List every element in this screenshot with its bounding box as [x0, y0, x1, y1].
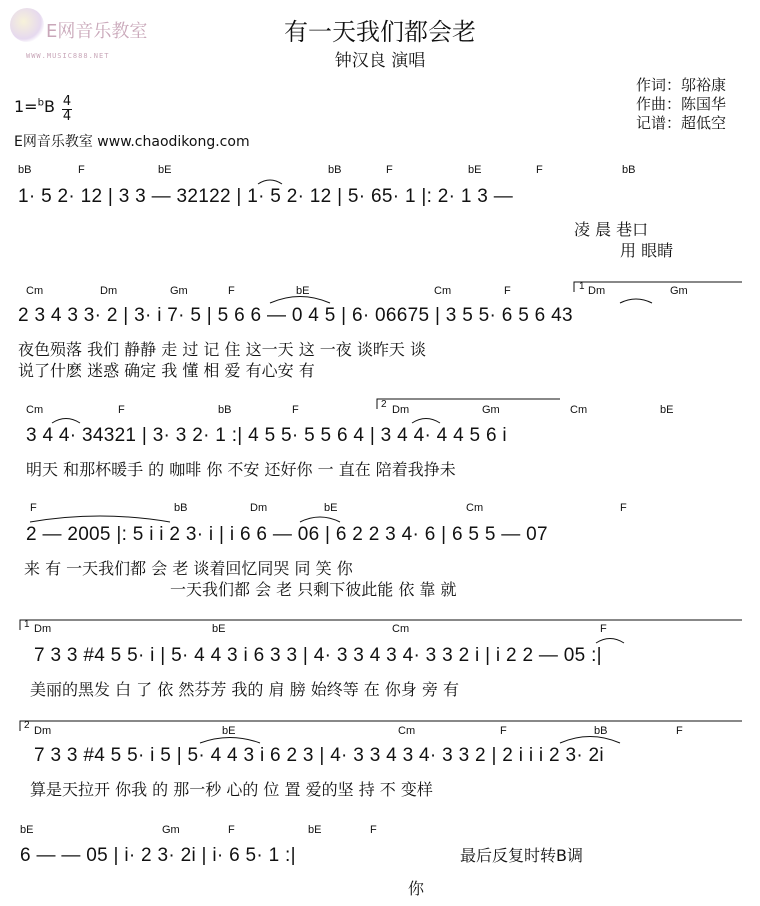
chord: Cm — [434, 285, 452, 297]
volta-number: 1 — [24, 619, 30, 630]
chord: bB — [594, 725, 608, 737]
chord: F — [536, 164, 543, 176]
lyrics-verse-2: 你 — [408, 879, 425, 898]
chord: Dm — [100, 285, 118, 297]
lyrics-verse-1: 明天 和那杯暖手 的 咖啡 你 不安 还好你 一 直在 陪着我挣未 — [26, 460, 456, 479]
volta-number: 1 — [579, 281, 585, 292]
notes-line: 7 3 3 #4 5 5· i 5 | 5· 4 4 3 i 6 2 3 | 4· 3 3 4 3 4· 3 3 2 | 2 i i i 2 3· 2i — [34, 745, 604, 766]
song-title: 有一天我们都会老 — [284, 18, 476, 46]
slur — [200, 738, 260, 744]
chord: F — [676, 725, 683, 737]
chord: bE — [296, 285, 310, 297]
meter-unit: 4 — [62, 109, 72, 124]
chord: F — [228, 824, 235, 836]
chord: Cm — [398, 725, 416, 737]
notes-line: 6 — — 05 | i· 2 3· 2i | i· 6 5· 1 :| — [20, 845, 296, 866]
singer: 钟汉良 演唱 — [334, 51, 426, 71]
volta-number: 2 — [381, 399, 387, 410]
lyricist: 作词：邬裕康 — [636, 76, 727, 94]
chord: Cm — [392, 623, 410, 635]
slur — [300, 517, 340, 522]
lyrics-verse-2: 用 眼睛 — [620, 241, 674, 260]
lyrics-verse-1: 来 有 一天我们都 会 老 谈着回忆同哭 同 笑 你 — [24, 559, 353, 578]
lyrics-verse-1: 算是天拉开 你我 的 那一秒 心的 位 置 爱的坚 持 不 变样 — [30, 780, 433, 799]
chord: F — [30, 502, 37, 514]
slur — [560, 737, 620, 744]
watermark-logo-text: E网音乐教室 — [46, 21, 148, 42]
credits — [636, 76, 726, 133]
chord: bB — [174, 502, 188, 514]
chord: Gm — [162, 824, 180, 836]
lyrics-verse-1: 美丽的黑发 白 了 依 然芬芳 我的 肩 膀 始终等 在 你身 旁 有 — [30, 680, 460, 699]
chord: F — [228, 285, 235, 297]
chord: F — [500, 725, 507, 737]
meter-beats: 4 — [62, 94, 72, 109]
slur — [270, 297, 330, 304]
volta-number: 2 — [24, 720, 30, 731]
key-flat: b — [37, 97, 44, 109]
chord: bE — [222, 725, 236, 737]
chord: Cm — [570, 404, 588, 416]
chord: bE — [308, 824, 322, 836]
composer: 作曲：陈国华 — [636, 95, 727, 113]
chord: bB — [622, 164, 636, 176]
volta-bracket — [20, 721, 742, 731]
chord: bE — [20, 824, 34, 836]
chord: Cm — [26, 404, 44, 416]
key-signature — [14, 97, 55, 116]
lyrics-verse-1: 夜色殒落 我们 静静 走 过 记 住 这一天 这 一夜 谈昨天 谈 — [18, 340, 426, 359]
lyrics-verse-2: 一天我们都 会 老 只剩下彼此能 依 靠 就 — [170, 580, 457, 599]
chord: bE — [468, 164, 482, 176]
chord: bB — [18, 164, 32, 176]
watermark-url: WWW.MUSIC888.NET — [26, 52, 110, 60]
chord: F — [370, 824, 377, 836]
chord: Dm — [392, 404, 410, 416]
notes-line: 7 3 3 #4 5 5· i | 5· 4 4 3 i 6 3 3 | 4· 3 3 4 3 4· 3 3 2 i | i 2 2 — 05 :| — [34, 645, 602, 666]
chord: Gm — [482, 404, 500, 416]
lyrics-verse-1: 凌 晨 巷口 — [574, 220, 649, 239]
key-note: B — [43, 97, 55, 116]
notes-line: 2 3 4 3 3· 2 | 3· i 7· 5 | 5 6 6 — 0 4 5 | 6· 06675 | 3 5 5· 6 5 6 43 — [18, 305, 573, 326]
chord: Gm — [670, 285, 688, 297]
chord: bE — [212, 623, 226, 635]
slur — [596, 639, 624, 644]
chord: Dm — [34, 725, 52, 737]
volta-bracket — [20, 620, 742, 630]
notes-line: 1· 5 2· 12 | 3 3 — 32122 | 1· 5 2· 12 | 5· 65· 1 |: 2· 1 3 — — [18, 186, 514, 207]
chord: Dm — [588, 285, 606, 297]
chord: Dm — [250, 502, 268, 514]
lyrics-verse-2: 说了什麽 迷惑 确定 我 懂 相 爱 有心安 有 — [18, 361, 315, 380]
chord: Cm — [26, 285, 44, 297]
chord: F — [504, 285, 511, 297]
notes-line: 3 4 4· 34321 | 3· 3 2· 1 :| 4 5 5· 5 5 6 4 | 3 4 4· 4 4 5 6 i — [26, 425, 507, 446]
chord: F — [600, 623, 607, 635]
chord: bE — [158, 164, 172, 176]
slur — [258, 180, 282, 184]
chord: Dm — [34, 623, 52, 635]
chord: Cm — [466, 502, 484, 514]
ending-instruction: 最后反复时转B调 — [460, 846, 583, 865]
key-label: 1= — [14, 97, 38, 116]
chord: F — [620, 502, 627, 514]
chord: F — [386, 164, 393, 176]
chord: bB — [328, 164, 342, 176]
time-signature — [62, 95, 72, 124]
site-credit: E网音乐教室 www.chaodikong.com — [14, 134, 250, 150]
slur — [412, 419, 440, 424]
chord: Gm — [170, 285, 188, 297]
transcriber: 记谱：超低空 — [636, 114, 727, 132]
chord: F — [118, 404, 125, 416]
slur — [30, 516, 170, 522]
chord: F — [292, 404, 299, 416]
notes-line: 2 — 2005 |: 5 i i 2 3· i | i 6 6 — 06 | 6 2 2 3 4· 6 | 6 5 5 — 07 — [26, 524, 548, 545]
slur — [52, 419, 80, 424]
chord: bB — [218, 404, 232, 416]
chord: bE — [660, 404, 674, 416]
slur — [620, 299, 652, 303]
chord: bE — [324, 502, 338, 514]
chord: F — [78, 164, 85, 176]
